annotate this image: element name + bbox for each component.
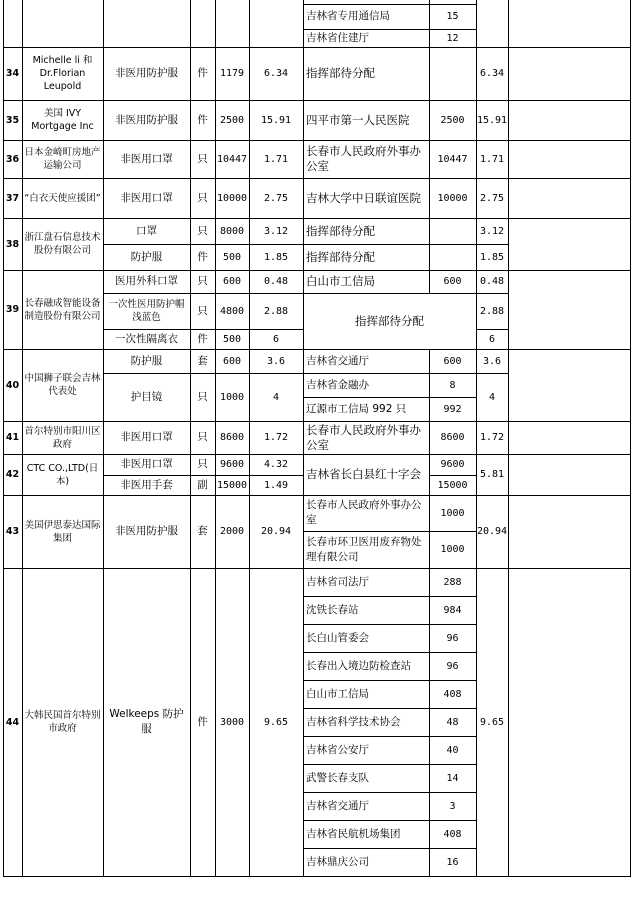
recipient-qty-cell: 8 — [449, 379, 456, 391]
total-cell: 9.65 — [479, 716, 505, 728]
item-name-cell: 非医用口罩 — [120, 431, 173, 443]
recipient-qty-cell: 40 — [446, 744, 459, 756]
grid-line — [303, 736, 476, 737]
quantity-cell: 10000 — [216, 192, 248, 204]
amount-cell: 6 — [272, 333, 280, 345]
item-name-cell: 一次性医用防护帽浅蓝色 — [108, 299, 185, 323]
grid-line — [303, 652, 476, 653]
grid-line — [476, 0, 477, 876]
row-number: 40 — [5, 379, 20, 391]
grid-line — [103, 244, 508, 245]
recipient-cell: 吉林省交通厅 — [306, 799, 369, 812]
recipient-cell: 吉林省专用通信局 — [306, 10, 390, 22]
total-cell: 1.72 — [479, 432, 505, 443]
recipient-qty-cell: 15 — [446, 11, 459, 22]
total-cell: 0.48 — [479, 276, 505, 287]
recipient-qty-cell: 12 — [446, 32, 459, 44]
recipient-qty-cell: 14 — [446, 772, 459, 784]
quantity-cell: 8000 — [219, 225, 245, 237]
grid-line — [476, 329, 508, 330]
item-name-cell: 口罩 — [136, 224, 157, 237]
unit-cell: 只 — [197, 224, 208, 237]
quantity-cell: 500 — [222, 333, 242, 345]
unit-cell: 只 — [197, 275, 208, 287]
grid-line — [303, 4, 476, 5]
grid-line — [303, 708, 476, 709]
donor-cell: 大韩民国首尔特别市政府 — [24, 710, 101, 734]
recipient-cell: 长春市人民政府外事办公室 — [306, 144, 421, 173]
amount-cell: 1.71 — [263, 153, 289, 165]
total-cell: 2.75 — [479, 192, 505, 204]
grid-line — [429, 0, 430, 293]
total-cell: 1.71 — [479, 153, 505, 165]
donor-cell: 美国伊思泰达国际集团 — [24, 519, 101, 544]
row-number: 38 — [5, 238, 20, 250]
donor-cell: 首尔特别市阳川区政府 — [24, 425, 101, 450]
amount-cell: 3.6 — [266, 355, 286, 367]
donor-cell: Michelle li 和 Dr.Florian Leupold — [32, 55, 93, 92]
grid-line — [303, 397, 476, 398]
grid-line — [190, 0, 191, 876]
donor-cell: 长春融成智能设备制造股份有限公司 — [24, 297, 101, 322]
recipient-cell: 长春市环卫医用废弃物处理有限公司 — [306, 535, 422, 563]
total-cell: 5.81 — [479, 469, 505, 480]
recipient-cell: 长春市人民政府外事办公室 — [306, 422, 421, 452]
amount-cell: 2.88 — [263, 305, 289, 317]
grid-line — [3, 421, 631, 422]
quantity-cell: 15000 — [216, 479, 248, 491]
recipient-cell: 吉林省金融办 — [306, 378, 369, 391]
recipient-qty-cell: 408 — [443, 828, 462, 840]
total-cell: 2.88 — [479, 305, 505, 317]
recipient-qty-cell: 1000 — [440, 544, 465, 555]
unit-cell: 只 — [197, 304, 208, 317]
recipient-cell: 指挥部待分配 — [355, 313, 424, 328]
item-name-cell: 护目镜 — [130, 390, 163, 403]
recipient-cell: 指挥部待分配 — [306, 66, 375, 80]
quantity-cell: 600 — [222, 276, 242, 287]
item-name-cell: 一次性隔离衣 — [115, 332, 178, 345]
row-number: 36 — [5, 153, 20, 165]
row-number: 37 — [5, 192, 20, 204]
grid-line — [630, 0, 631, 876]
recipient-qty-cell: 1000 — [440, 507, 465, 519]
quantity-cell: 9600 — [219, 459, 245, 470]
donor-cell: CTC CO.,LTD(日本) — [26, 462, 99, 487]
row-number: 44 — [5, 716, 20, 728]
donor-cell: 浙江盘石信息技术股份有限公司 — [24, 232, 101, 256]
total-cell: 3.6 — [482, 355, 502, 367]
grid-line — [103, 475, 303, 476]
recipient-cell: 吉林省民航机场集团 — [306, 827, 401, 840]
amount-cell: 1.49 — [263, 479, 289, 491]
grid-line — [303, 820, 476, 821]
donor-cell: 中国狮子联会吉林代表处 — [24, 373, 101, 397]
recipient-qty-cell: 288 — [443, 576, 462, 588]
grid-line — [103, 329, 303, 330]
recipient-cell: 武警长春支队 — [306, 771, 369, 784]
recipient-qty-cell: 600 — [443, 276, 462, 287]
grid-line — [3, 568, 631, 569]
donor-cell: 日本金崎町房地产运输公司 — [24, 147, 101, 171]
grid-line — [303, 624, 476, 625]
recipient-qty-cell: 10000 — [437, 192, 468, 204]
recipient-cell: 吉林省公安厅 — [306, 743, 369, 756]
unit-cell: 只 — [197, 390, 208, 403]
unit-cell: 只 — [197, 431, 208, 443]
recipient-cell: 吉林省长白县红十字会 — [306, 467, 421, 481]
item-name-cell: 非医用防护服 — [115, 525, 178, 537]
total-cell: 6.34 — [479, 68, 505, 79]
recipient-qty-cell: 48 — [446, 716, 459, 728]
grid-line — [3, 495, 631, 496]
grid-line — [303, 764, 476, 765]
grid-line — [3, 100, 631, 101]
item-name-cell: 非医用口罩 — [120, 152, 173, 165]
recipient-cell: 吉林鼎庆公司 — [306, 855, 369, 868]
total-cell: 15.91 — [476, 114, 508, 126]
grid-line — [22, 0, 23, 876]
grid-line — [3, 0, 4, 876]
total-cell: 1.85 — [479, 251, 505, 263]
quantity-cell: 3000 — [219, 716, 245, 728]
recipient-qty-cell: 3 — [449, 800, 456, 812]
row-number: 35 — [5, 114, 20, 126]
amount-cell: 15.91 — [260, 114, 292, 126]
grid-line — [429, 475, 476, 476]
donor-cell: “白衣天使应援团” — [24, 192, 101, 204]
recipient-cell: 指挥部待分配 — [306, 249, 375, 264]
item-name-cell: 防护服 — [130, 354, 163, 367]
amount-cell: 20.94 — [260, 526, 292, 537]
recipient-cell: 指挥部待分配 — [306, 223, 375, 238]
item-name-cell: 防护服 — [130, 250, 163, 263]
unit-cell: 套 — [197, 525, 208, 537]
recipient-cell: 辽源市工信局 992 只 — [306, 402, 407, 415]
grid-line — [303, 0, 304, 876]
total-cell: 6 — [488, 333, 496, 345]
grid-line — [303, 531, 476, 532]
recipient-qty-cell: 8600 — [440, 432, 465, 443]
unit-cell: 件 — [197, 250, 208, 263]
amount-cell: 1.72 — [263, 432, 289, 443]
grid-line — [3, 47, 631, 48]
item-name-cell: 非医用口罩 — [120, 458, 173, 470]
item-name-cell: 非医用手套 — [120, 478, 173, 491]
recipient-cell: 吉林省司法厅 — [306, 575, 369, 588]
total-cell: 20.94 — [476, 526, 508, 537]
quantity-cell: 600 — [222, 355, 242, 367]
row-number: 42 — [5, 469, 20, 480]
quantity-cell: 4800 — [219, 305, 245, 317]
grid-line — [3, 349, 631, 350]
row-number: 39 — [5, 304, 20, 315]
quantity-cell: 1179 — [219, 68, 245, 79]
grid-line — [303, 596, 476, 597]
unit-cell: 套 — [197, 354, 208, 367]
recipient-qty-cell: 96 — [446, 632, 459, 644]
amount-cell: 1.85 — [263, 251, 289, 263]
quantity-cell: 500 — [222, 251, 242, 263]
quantity-cell: 10447 — [216, 153, 248, 165]
unit-cell: 只 — [197, 191, 208, 204]
grid-line — [303, 680, 476, 681]
grid-line — [3, 454, 631, 455]
grid-line — [3, 876, 631, 877]
row-number: 41 — [5, 432, 20, 443]
amount-cell: 2.75 — [263, 192, 289, 204]
recipient-qty-cell: 984 — [443, 604, 462, 616]
item-name-cell: 非医用防护服 — [115, 67, 178, 79]
unit-cell: 件 — [197, 715, 208, 728]
item-name-cell: Welkeeps 防护服 — [109, 708, 184, 735]
recipient-cell: 长白山管委会 — [306, 631, 369, 644]
grid-line — [303, 29, 476, 30]
donor-cell: 美国 IVY Mortgage Inc — [31, 108, 94, 132]
amount-cell: 4.32 — [263, 459, 289, 470]
grid-line — [249, 0, 250, 876]
row-number: 34 — [5, 68, 20, 79]
amount-cell: 0.48 — [263, 276, 289, 287]
amount-cell: 4 — [272, 391, 280, 403]
grid-line — [3, 218, 631, 219]
recipient-qty-cell: 16 — [446, 856, 459, 868]
unit-cell: 只 — [197, 152, 208, 165]
grid-line — [3, 140, 631, 141]
unit-cell: 副 — [197, 478, 208, 491]
grid-line — [103, 0, 104, 876]
unit-cell: 件 — [197, 67, 208, 79]
recipient-qty-cell: 408 — [443, 688, 462, 700]
unit-cell: 件 — [197, 332, 208, 345]
recipient-cell: 白山市工信局 — [306, 274, 375, 288]
amount-cell: 9.65 — [263, 716, 289, 728]
unit-cell: 只 — [197, 458, 208, 470]
recipient-qty-cell: 10447 — [437, 153, 468, 165]
recipient-cell: 四平市第一人民医院 — [306, 112, 410, 127]
grid-line — [103, 373, 508, 374]
grid-line — [3, 270, 631, 271]
grid-line — [3, 178, 631, 179]
grid-line — [303, 848, 476, 849]
amount-cell: 6.34 — [263, 68, 289, 79]
quantity-cell: 1000 — [219, 391, 245, 403]
recipient-qty-cell: 96 — [446, 660, 459, 672]
recipient-cell: 白山市工信局 — [306, 687, 369, 700]
recipient-cell: 长春市人民政府外事办公室 — [306, 499, 422, 526]
recipient-cell: 沈铁长春站 — [306, 603, 359, 616]
grid-line — [508, 0, 509, 876]
item-name-cell: 医用外科口罩 — [115, 275, 178, 287]
item-name-cell: 非医用防护服 — [115, 113, 178, 126]
recipient-qty-cell: 15000 — [437, 479, 468, 491]
quantity-cell: 2500 — [219, 114, 245, 126]
item-name-cell: 非医用口罩 — [120, 191, 173, 204]
recipient-qty-cell: 992 — [443, 403, 462, 415]
recipient-qty-cell: 600 — [443, 355, 462, 367]
total-cell: 3.12 — [479, 225, 505, 237]
unit-cell: 件 — [197, 113, 208, 126]
quantity-cell: 8600 — [219, 432, 245, 443]
recipient-qty-cell: 9600 — [440, 459, 465, 470]
recipient-cell: 吉林大学中日联谊医院 — [306, 190, 421, 205]
grid-line — [103, 293, 508, 294]
grid-line — [429, 349, 430, 876]
recipient-cell: 吉林省住建厅 — [306, 31, 369, 44]
grid-line — [303, 792, 476, 793]
recipient-cell: 长春出入境边防检查站 — [306, 659, 411, 672]
grid-line — [215, 0, 216, 876]
recipient-qty-cell: 2500 — [440, 114, 465, 126]
recipient-cell: 吉林省交通厅 — [306, 354, 369, 367]
total-cell: 4 — [488, 391, 496, 403]
quantity-cell: 2000 — [219, 526, 245, 537]
row-number: 43 — [5, 526, 20, 537]
recipient-cell: 吉林省科学技术协会 — [306, 715, 401, 728]
amount-cell: 3.12 — [263, 225, 289, 237]
